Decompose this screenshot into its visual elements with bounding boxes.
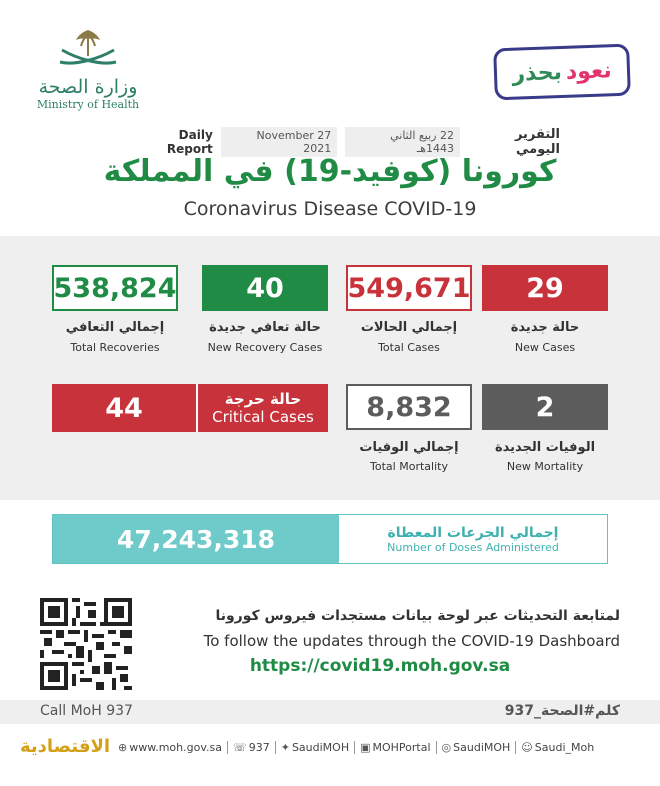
footer-link-website[interactable] [118,741,227,754]
palm-swords-icon [48,26,128,76]
new-recoveries-box: 40 [202,265,328,311]
dashboard-link[interactable]: https://covid19.moh.gov.sa [249,656,511,676]
page-title-en: Coronavirus Disease COVID-19 [183,198,477,220]
new-cases-label-ar: حالة جديدة [510,320,580,335]
footer-link-phone[interactable] [227,741,275,754]
report-date-line [130,127,560,157]
footer-link-text: SaudiMOH [453,741,511,754]
critical-cases-box [52,384,328,432]
total-mortality-box: 8,832 [346,384,472,430]
total-mortality-label-en: Total Mortality [370,460,448,473]
total-recoveries-label-ar: إجمالي التعافي [65,320,165,335]
doses-box [52,514,608,564]
critical-cases-label-en: Critical Cases [212,408,314,426]
footer-link-snapchat[interactable] [515,741,599,754]
follow-text-ar: لمتابعة التحديثات عبر لوحة بيانات مستجدات فيروس كورونا [215,608,620,624]
footer-link-text: Saudi_Moh [534,741,595,754]
total-recoveries-label-en: Total Recoveries [70,341,160,354]
footer-link-twitter[interactable] [275,741,354,754]
new-mortality-label-ar: الوفيات الجديدة [494,440,596,455]
social-links [118,741,658,754]
qr-code[interactable] [40,598,132,690]
portal-icon: ▣ [360,741,371,754]
doses-label-en: Number of Doses Administered [387,540,559,554]
snapchat-icon: ☺ [521,741,533,754]
new-cases-box: 29 [482,265,608,311]
footer-link-instagram[interactable] [436,741,516,754]
twitter-icon: ✦ [280,741,290,754]
ministry-name-ar: وزارة الصحة [38,76,138,98]
ministry-name-en: Ministry of Health [36,98,140,111]
total-mortality-label-ar: إجمالي الوفيات [359,440,459,455]
instagram-icon: ◎ [441,741,452,754]
follow-text-en: To follow the updates through the COVID-19 Dashboard [203,632,620,650]
new-recoveries-label-en: New Recovery Cases [207,341,323,354]
total-cases-box: 549,671 [346,265,472,311]
footer-link-text: SaudiMOH [291,741,350,754]
critical-cases-label [196,384,328,432]
gregorian-date: 27 November 2021 [221,127,337,157]
new-cases-label-en: New Cases [514,341,576,354]
doses-label [339,515,607,563]
globe-icon: ⊕ [118,741,128,754]
footer-link-text: 937 [248,741,270,754]
total-cases-label-en: Total Cases [378,341,440,354]
total-recoveries-box: 538,824 [52,265,178,311]
new-recoveries-label-ar: حالة تعافي جديدة [209,320,321,335]
critical-cases-label-ar: حالة حرجة [224,390,302,408]
call-moh-hashtag: كلم#الصحة_937 [504,703,620,719]
new-mortality-label-en: New Mortality [506,460,584,473]
footer-link-text: MOHPortal [372,741,431,754]
doses-label-ar: إجمالي الجرعات المعطاة [387,524,559,541]
daily-report-label-ar: التقرير اليومي [514,127,560,157]
hijri-date: 22 ربيع الثاني 1443هـ [345,127,460,157]
aleqtisadiah-logo: الاقتصادية [19,736,111,757]
phone-icon: ☏ [232,741,247,754]
critical-cases-value: 44 [52,384,196,432]
total-cases-label-ar: إجمالي الحالات [360,320,458,335]
page-title-ar: كورونا (كوفيد-19) في المملكة [103,154,557,189]
call-moh-en: Call MoH 937 [40,703,133,719]
doses-value: 47,243,318 [53,515,339,563]
campaign-logo [493,44,631,101]
footer-link-text: www.moh.gov.sa [129,741,222,754]
moh-logo [28,26,148,122]
new-mortality-box: 2 [482,384,608,430]
footer-link-portal[interactable] [354,741,435,754]
campaign-word-1: نعود [565,57,613,85]
daily-report-label-en: Daily Report [166,128,213,156]
campaign-word-2: بحذر [511,59,563,87]
